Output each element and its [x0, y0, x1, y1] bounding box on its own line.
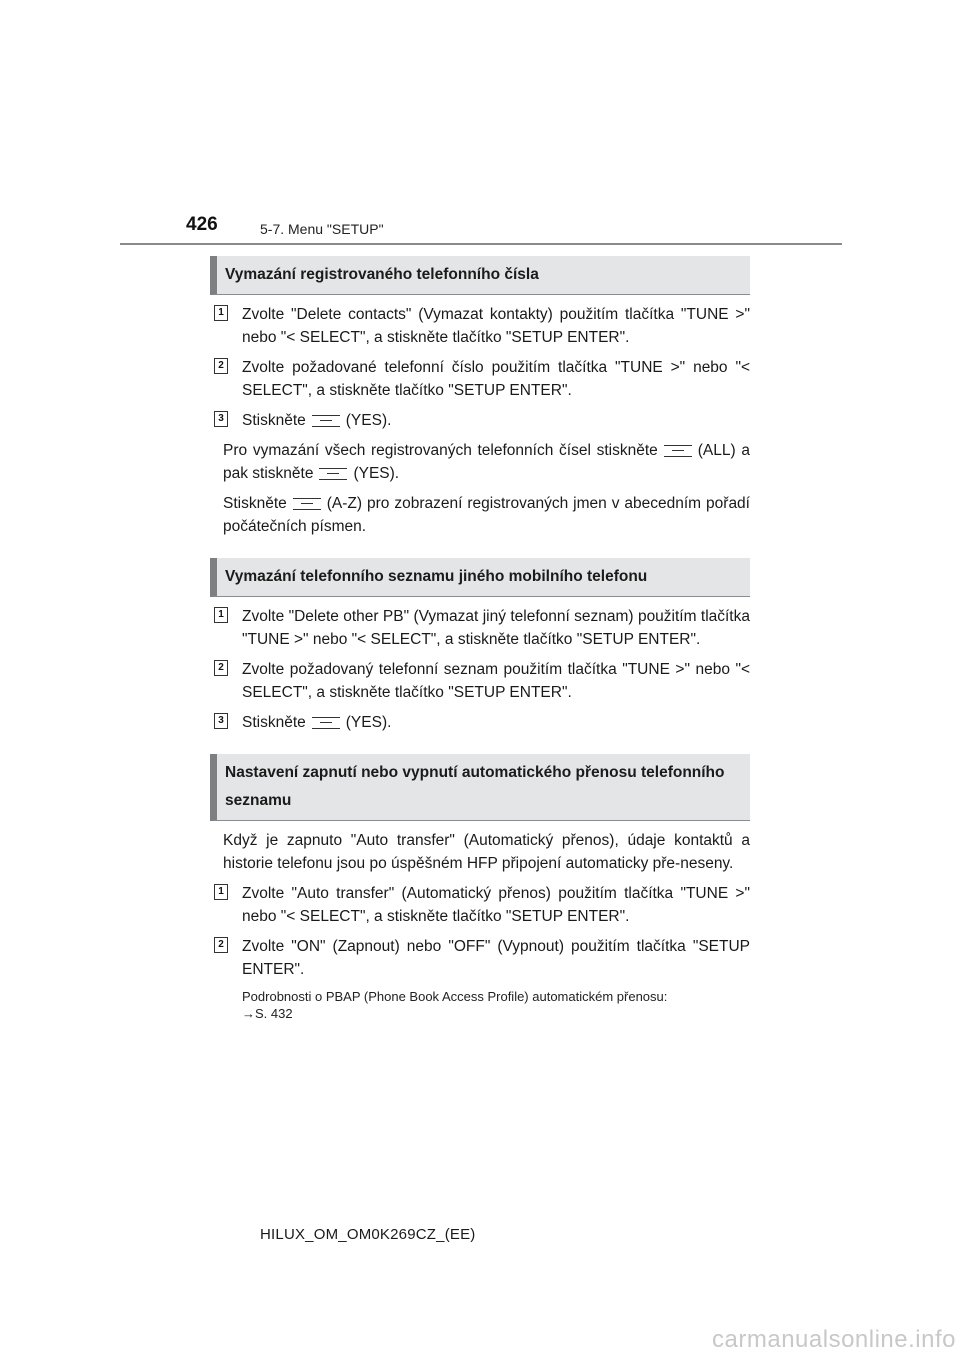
step-item — [210, 356, 750, 402]
info-paragraph-all — [210, 439, 750, 485]
section-delete-number — [210, 256, 750, 538]
page-reference-link[interactable]: →S. 432 — [242, 1006, 293, 1021]
panel-button-icon — [664, 445, 692, 457]
step-number-badge: 3 — [214, 713, 228, 729]
step-item — [210, 303, 750, 349]
page-content — [210, 256, 750, 1042]
intro-paragraph: Když je zapnuto "Auto transfer" (Automatický přenos), údaje kontaktů a historie telefonu jsou po úspěšném HFP připojení automaticky pře-neseny. — [223, 832, 750, 872]
step-number-badge: 1 — [214, 305, 228, 321]
step-number-badge: 1 — [214, 607, 228, 623]
step-number-badge: 2 — [214, 660, 228, 676]
para-text-before: Pro vymazání všech registrovaných telefonních čísel stiskněte — [223, 442, 658, 459]
para-text-before: Stiskněte — [223, 495, 287, 512]
step-text-after: (YES). — [345, 714, 392, 731]
step-text-before: Stiskněte — [242, 412, 306, 429]
section-delete-other-phonebook — [210, 558, 750, 734]
step-item — [210, 935, 750, 981]
step-text: Zvolte "Auto transfer" (Automatický přenos) použitím tlačítka "TUNE >" nebo "< SELECT", a stiskněte tlačítko "SETUP ENTER". — [242, 885, 750, 925]
step-item — [210, 658, 750, 704]
panel-button-icon — [293, 498, 321, 510]
step-number-badge: 3 — [214, 411, 228, 427]
para-text-middle: (ALL) a pak stiskněte — [223, 442, 750, 482]
step-item — [210, 711, 750, 734]
step-number-badge: 2 — [214, 937, 228, 953]
step-text-after: (YES). — [345, 412, 392, 429]
para-text-after: (A-Z) pro zobrazení registrovaných jmen v abecedním pořadí počátečních písmen. — [223, 495, 750, 535]
section-auto-transfer — [210, 754, 750, 1022]
step-text-before: Stiskněte — [242, 714, 306, 731]
page-header — [0, 0, 960, 250]
para-text-after: (YES). — [353, 465, 400, 482]
page-number: 426 — [186, 214, 218, 235]
step-item — [210, 605, 750, 651]
panel-button-icon — [319, 468, 347, 480]
step-text — [242, 409, 750, 432]
info-paragraph-az — [210, 492, 750, 538]
note-line: Podrobnosti o PBAP (Phone Book Access Profile) automatickém přenosu: — [242, 989, 668, 1004]
step-item — [210, 409, 750, 432]
step-text: Zvolte požadované telefonní číslo použitím tlačítka "TUNE >" nebo "< SELECT", a stiskněte tlačítko "SETUP ENTER". — [242, 359, 750, 399]
chapter-title: 5-7. Menu "SETUP" — [260, 221, 384, 237]
section-heading: Nastavení zapnutí nebo vypnutí automatického přenosu telefonního seznamu — [210, 754, 750, 821]
step-number-badge: 1 — [214, 884, 228, 900]
panel-button-icon — [312, 717, 340, 729]
reference-note — [210, 988, 750, 1022]
step-text: Zvolte "ON" (Zapnout) nebo "OFF" (Vypnout) použitím tlačítka "SETUP ENTER". — [242, 938, 750, 978]
step-text: Zvolte "Delete other PB" (Vymazat jiný telefonní seznam) použitím tlačítka "TUNE >" nebo "< SELECT", a stiskněte tlačítko "SETUP ENTER". — [242, 608, 750, 648]
document-code: HILUX_OM_OM0K269CZ_(EE) — [260, 1226, 476, 1243]
watermark: carmanualsonline.info — [712, 1326, 956, 1353]
header-divider — [120, 243, 842, 245]
step-number-badge: 2 — [214, 358, 228, 374]
step-item — [210, 882, 750, 928]
step-text: Zvolte "Delete contacts" (Vymazat kontakty) použitím tlačítka "TUNE >" nebo "< SELECT", a stiskněte tlačítko "SETUP ENTER". — [242, 306, 750, 346]
section-heading: Vymazání telefonního seznamu jiného mobilního telefonu — [210, 558, 750, 597]
step-text: Zvolte požadovaný telefonní seznam použitím tlačítka "TUNE >" nebo "< SELECT", a stiskněte tlačítko "SETUP ENTER". — [242, 661, 750, 701]
panel-button-icon — [312, 415, 340, 427]
step-text — [242, 711, 750, 734]
section-heading: Vymazání registrovaného telefonního čísla — [210, 256, 750, 295]
